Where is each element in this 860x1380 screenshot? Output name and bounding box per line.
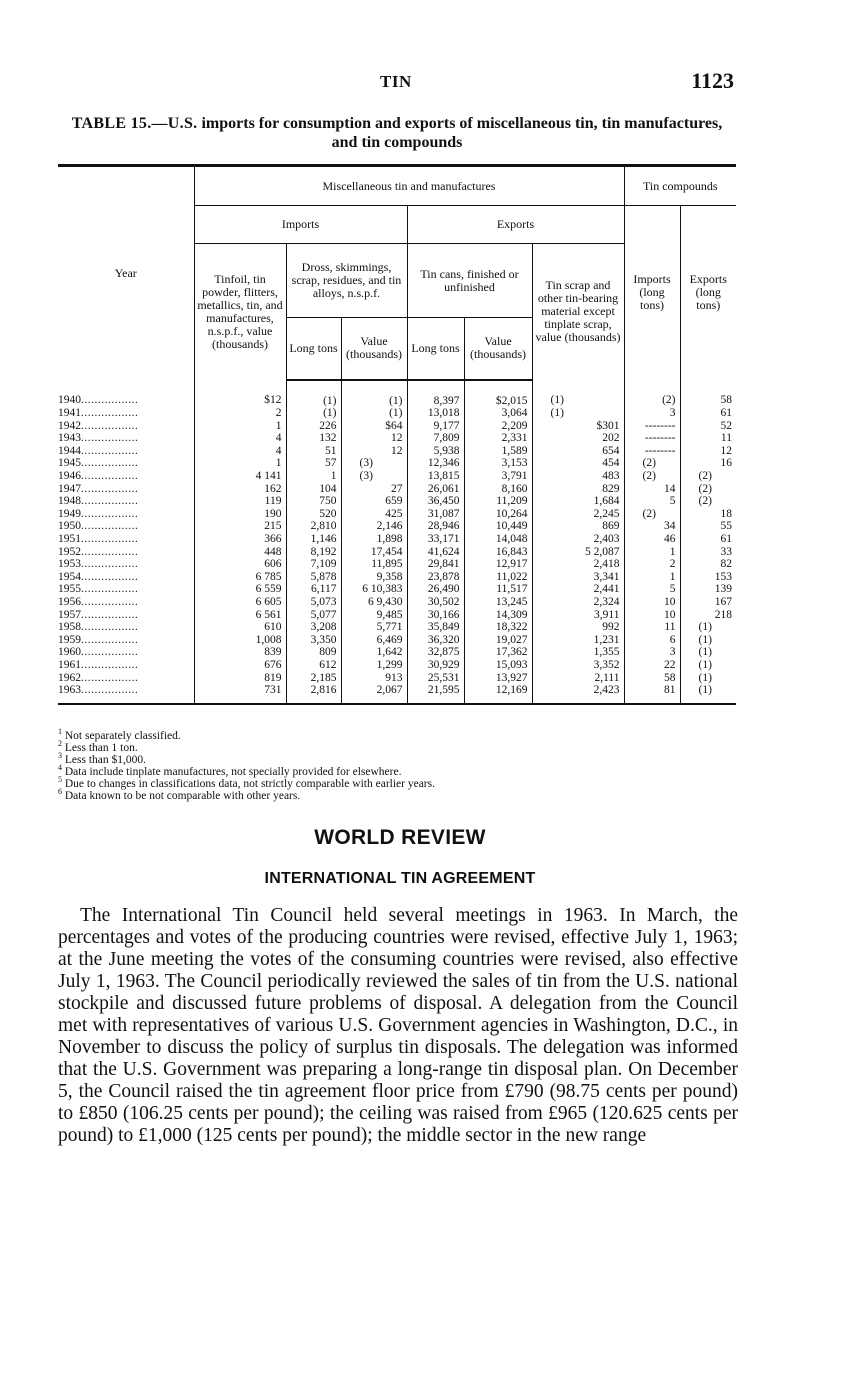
year-cell: 1950 [58, 520, 81, 533]
footnotes [58, 727, 435, 802]
cans-value-cell: 3,064 [464, 407, 532, 420]
table-row: 1957................. 6 561 5,077 9,485 30,166 14,309 3,911 10 218 [58, 609, 736, 622]
table-row: 1947................. 162 104 27 26,061 8,160 829 14 (2) [58, 483, 736, 496]
cans-tons-cell: 32,875 [407, 646, 464, 659]
comp-exports-cell: 12 [680, 445, 736, 458]
dross-tons-cell: 809 [286, 646, 341, 659]
year-cell: 1954 [58, 570, 81, 583]
year-cell: 1949 [58, 507, 81, 520]
table-caption-text: imports for consumption and exports of miscellaneous tin, tin manufactures, and tin compounds [201, 115, 723, 151]
header-dross: Dross, skimmings, scrap, residues, and tin alloys, n.s.p.f. [286, 244, 407, 318]
dross-tons-cell: 51 [286, 445, 341, 458]
cans-tons-cell: 9,177 [407, 420, 464, 433]
tinfoil-cell: 676 [194, 659, 286, 672]
cans-value-cell: 3,153 [464, 457, 532, 470]
footnote-text: Data include tinplate manufactures, not specially provided for elsewhere. [64, 766, 402, 778]
scrap-value-cell: 1,355 [532, 646, 624, 659]
year-cell: 1948 [58, 495, 81, 508]
comp-imports-cell: 14 [624, 483, 680, 496]
dross-tons-cell: 6,117 [286, 583, 341, 596]
dross-value-cell: 6 10,383 [341, 583, 407, 596]
comp-exports-cell: 52 [680, 420, 736, 433]
tinfoil-cell: 366 [194, 533, 286, 546]
scrap-value-cell: 3,341 [532, 571, 624, 584]
comp-exports-cell: 16 [680, 457, 736, 470]
comp-imports-cell: 2 [624, 558, 680, 571]
table-row: 1943................. 4 132 12 7,809 2,331 202 -------- 11 [58, 432, 736, 445]
year-cell: 1943 [58, 432, 81, 445]
dross-value-cell: 1,898 [341, 533, 407, 546]
year-cell: 1944 [58, 444, 81, 457]
dross-value-cell: 6 9,430 [341, 596, 407, 609]
dross-value-cell: 17,454 [341, 546, 407, 559]
table-row: 1962................. 819 2,185 913 25,531 13,927 2,111 58 (1) [58, 672, 736, 685]
tinfoil-cell: 190 [194, 508, 286, 521]
comp-imports-cell: 1 [624, 546, 680, 559]
cans-tons-cell: 21,595 [407, 684, 464, 704]
comp-exports-cell: 11 [680, 432, 736, 445]
header-exports-group: Exports [407, 206, 624, 244]
dross-tons-cell: 2,816 [286, 684, 341, 704]
scrap-value-cell: 869 [532, 520, 624, 533]
dross-value-cell: 6,469 [341, 634, 407, 647]
footnote-mark: 3 [58, 751, 62, 761]
dross-tons-cell: (1) [286, 407, 341, 420]
dross-tons-cell: 226 [286, 420, 341, 433]
cans-value-cell: 19,027 [464, 634, 532, 647]
table-row: 1942................. 1 226 $64 9,177 2,209 $301 -------- 52 [58, 420, 736, 433]
cans-value-cell: 12,917 [464, 558, 532, 571]
cans-tons-cell: 13,018 [407, 407, 464, 420]
header-dross-long-tons: Long tons [286, 318, 341, 380]
comp-imports-cell: (2) [624, 508, 680, 521]
footnote-text: Data known to be not comparable with other years. [64, 790, 301, 802]
dross-value-cell: 425 [341, 508, 407, 521]
page-number: 1123 [691, 68, 734, 93]
tinfoil-cell: 819 [194, 672, 286, 685]
sub-heading: INTERNATIONAL TIN AGREEMENT [264, 870, 536, 887]
year-cell: 1952 [58, 545, 81, 558]
footnote [58, 787, 435, 802]
cans-value-cell: 14,048 [464, 533, 532, 546]
dross-tons-cell: 2,810 [286, 520, 341, 533]
dross-tons-cell: 8,192 [286, 546, 341, 559]
year-cell: 1961 [58, 658, 81, 671]
header-compounds-imports: Imports (long tons) [624, 206, 680, 380]
table-row: 1940................. $12 (1) (1) 8,397 $2,015 (1) (2) 58 [58, 380, 736, 408]
dross-value-cell: 12 [341, 445, 407, 458]
dross-tons-cell: 1,146 [286, 533, 341, 546]
tinfoil-cell: 4 [194, 445, 286, 458]
comp-imports-cell: 10 [624, 609, 680, 622]
comp-exports-cell: 58 [680, 380, 736, 408]
footnote-mark: 2 [58, 739, 62, 749]
cans-value-cell: 10,449 [464, 520, 532, 533]
dross-tons-cell: (1) [286, 380, 341, 408]
cans-tons-cell: 12,346 [407, 457, 464, 470]
footnote-mark: 4 [58, 763, 62, 773]
year-cell: 1962 [58, 671, 81, 684]
tinfoil-cell: 1,008 [194, 634, 286, 647]
table-row: 1958................. 610 3,208 5,771 35,849 18,322 992 11 (1) [58, 621, 736, 634]
dross-tons-cell: 5,077 [286, 609, 341, 622]
running-head [0, 68, 860, 92]
cans-tons-cell: 5,938 [407, 445, 464, 458]
dross-tons-cell: 750 [286, 495, 341, 508]
cans-tons-cell: 36,320 [407, 634, 464, 647]
comp-imports-cell: 3 [624, 646, 680, 659]
footnote-text: Less than 1 ton. [64, 742, 138, 754]
year-cell: 1941 [58, 407, 81, 420]
scrap-value-cell: 2,423 [532, 684, 624, 704]
tinfoil-cell: 448 [194, 546, 286, 559]
tinfoil-cell: 6 561 [194, 609, 286, 622]
table-row: 1950................. 215 2,810 2,146 28,946 10,449 869 34 55 [58, 520, 736, 533]
year-cell: 1957 [58, 608, 81, 621]
dross-tons-cell: 57 [286, 457, 341, 470]
table-row: 1945................. 1 57 (3) 12,346 3,153 454 (2) 16 [58, 457, 736, 470]
dross-value-cell: 9,358 [341, 571, 407, 584]
cans-value-cell: 11,022 [464, 571, 532, 584]
cans-tons-cell: 30,166 [407, 609, 464, 622]
dross-tons-cell: 2,185 [286, 672, 341, 685]
table-row: 1961................. 676 612 1,299 30,929 15,093 3,352 22 (1) [58, 659, 736, 672]
tinfoil-cell: 1 [194, 457, 286, 470]
header-tin-cans: Tin cans, finished or unfinished [407, 244, 532, 318]
comp-exports-cell: (1) [680, 684, 736, 704]
year-cell: 1953 [58, 558, 81, 571]
header-imports-group: Imports [194, 206, 407, 244]
cans-value-cell: 1,589 [464, 445, 532, 458]
scrap-value-cell: 2,403 [532, 533, 624, 546]
tinfoil-cell: 731 [194, 684, 286, 704]
tinfoil-cell: 6 785 [194, 571, 286, 584]
footnote [58, 751, 435, 766]
comp-exports-cell: (1) [680, 646, 736, 659]
header-dross-value: Value (thousands) [341, 318, 407, 380]
comp-imports-cell: 81 [624, 684, 680, 704]
year-cell: 1956 [58, 596, 81, 608]
year-cell: 1960 [58, 646, 81, 659]
dross-value-cell: 9,485 [341, 609, 407, 622]
tinfoil-cell: 1 [194, 420, 286, 433]
comp-imports-cell: 22 [624, 659, 680, 672]
cans-value-cell: 13,245 [464, 596, 532, 609]
scrap-value-cell: 829 [532, 483, 624, 496]
dross-tons-cell: 3,208 [286, 621, 341, 634]
cans-tons-cell: 26,490 [407, 583, 464, 596]
dross-value-cell: 12 [341, 432, 407, 445]
dross-value-cell: (3) [341, 470, 407, 483]
cans-value-cell: 11,209 [464, 495, 532, 508]
scrap-value-cell: 483 [532, 470, 624, 483]
scrap-value-cell: 992 [532, 621, 624, 634]
dross-value-cell: (1) [341, 407, 407, 420]
comp-exports-cell: 153 [680, 571, 736, 584]
dross-value-cell: 11,895 [341, 558, 407, 571]
year-cell: 1946 [58, 470, 81, 483]
comp-imports-cell: 6 [624, 634, 680, 647]
scrap-value-cell: 454 [532, 457, 624, 470]
scrap-value-cell: 2,111 [532, 672, 624, 685]
year-cell: 1947 [58, 482, 81, 495]
scrap-value-cell: 1,684 [532, 495, 624, 508]
cans-tons-cell: 25,531 [407, 672, 464, 685]
year-cell: 1963 [58, 684, 81, 697]
comp-exports-cell: (1) [680, 659, 736, 672]
cans-tons-cell: 23,878 [407, 571, 464, 584]
tinfoil-cell: 610 [194, 621, 286, 634]
cans-value-cell: 2,209 [464, 420, 532, 433]
comp-imports-cell: 46 [624, 533, 680, 546]
tinfoil-cell: 4 [194, 432, 286, 445]
table-row: 1954................. 6 785 5,878 9,358 23,878 11,022 3,341 1 153 [58, 571, 736, 584]
comp-exports-cell: 167 [680, 596, 736, 609]
cans-tons-cell: 30,502 [407, 596, 464, 609]
dross-tons-cell: 5,073 [286, 596, 341, 609]
comp-exports-cell: 61 [680, 533, 736, 546]
header-tin-scrap: Tin scrap and other tin-bearing material except tinplate scrap, value (thousands) [532, 244, 624, 380]
scrap-value-cell: 2,324 [532, 596, 624, 609]
footnote-text: Due to changes in classifications data, not strictly comparable with earlier years. [64, 778, 435, 790]
year-cell: 1942 [58, 419, 81, 432]
dross-tons-cell: 104 [286, 483, 341, 496]
dross-value-cell: (3) [341, 457, 407, 470]
page-title: TIN [380, 72, 412, 91]
cans-tons-cell: 26,061 [407, 483, 464, 496]
footnote-mark: 5 [58, 775, 62, 785]
comp-imports-cell: 5 [624, 495, 680, 508]
comp-imports-cell: (2) [624, 457, 680, 470]
cans-value-cell: 11,517 [464, 583, 532, 596]
dross-value-cell: 2,146 [341, 520, 407, 533]
tinfoil-cell: 606 [194, 558, 286, 571]
scrap-value-cell: 2,418 [532, 558, 624, 571]
scrap-value-cell: 3,911 [532, 609, 624, 622]
table-row: 1960................. 839 809 1,642 32,875 17,362 1,355 3 (1) [58, 646, 736, 659]
tin-imports-exports-table [58, 164, 736, 705]
comp-exports-cell: 218 [680, 609, 736, 622]
comp-imports-cell: (2) [624, 470, 680, 483]
tinfoil-cell: 6 559 [194, 583, 286, 596]
tinfoil-cell: 2 [194, 407, 286, 420]
year-cell: 1945 [58, 457, 81, 470]
dross-tons-cell: 3,350 [286, 634, 341, 647]
footnote-text: Less than $1,000. [64, 754, 147, 766]
comp-imports-cell: 1 [624, 571, 680, 584]
tinfoil-cell: 162 [194, 483, 286, 496]
table-row: 1948................. 119 750 659 36,450 11,209 1,684 5 (2) [58, 495, 736, 508]
comp-exports-cell: (2) [680, 470, 736, 483]
cans-tons-cell: 29,841 [407, 558, 464, 571]
scrap-value-cell: 2,441 [532, 583, 624, 596]
dross-value-cell: 27 [341, 483, 407, 496]
footnote [58, 763, 435, 778]
comp-exports-cell: 139 [680, 583, 736, 596]
comp-imports-cell: 34 [624, 520, 680, 533]
dross-value-cell: (1) [341, 380, 407, 408]
cans-value-cell: 15,093 [464, 659, 532, 672]
dross-tons-cell: 5,878 [286, 571, 341, 584]
footnote [58, 727, 435, 742]
year-cell: 1959 [58, 633, 81, 646]
table-caption [58, 114, 736, 152]
dross-tons-cell: 132 [286, 432, 341, 445]
dross-value-cell: $64 [341, 420, 407, 433]
dross-value-cell: 2,067 [341, 684, 407, 704]
year-cell: 1955 [58, 583, 81, 596]
tinfoil-cell: 4 141 [194, 470, 286, 483]
scrap-value-cell: 2,245 [532, 508, 624, 521]
comp-imports-cell: 58 [624, 672, 680, 685]
year-cell: 1958 [58, 621, 81, 634]
comp-imports-cell: 10 [624, 596, 680, 609]
scrap-value-cell: $301 [532, 420, 624, 433]
comp-imports-cell: -------- [624, 445, 680, 458]
header-year: Year [58, 166, 194, 380]
footnote-mark: 6 [58, 787, 62, 797]
cans-value-cell: 18,322 [464, 621, 532, 634]
header-compounds-group: Tin compounds [624, 166, 736, 206]
year-cell: 1940 [58, 394, 81, 406]
comp-imports-cell: -------- [624, 420, 680, 433]
header-tinfoil: Tinfoil, tin powder, flitters, metallics, tin, and manufactures, n.s.p.f., value (thousands) [194, 244, 286, 380]
comp-exports-cell: (2) [680, 495, 736, 508]
scrap-value-cell: 3,352 [532, 659, 624, 672]
cans-value-cell: 14,309 [464, 609, 532, 622]
tinfoil-cell: $12 [194, 380, 286, 408]
scrap-value-cell: 202 [532, 432, 624, 445]
table-row: 1956................. 6 605 5,073 6 9,430 30,502 13,245 2,324 10 167 [58, 596, 736, 609]
table-row: 1944................. 4 51 12 5,938 1,589 654 -------- 12 [58, 445, 736, 458]
footnote [58, 739, 435, 754]
dross-tons-cell: 612 [286, 659, 341, 672]
comp-exports-cell: (1) [680, 621, 736, 634]
comp-imports-cell: 3 [624, 407, 680, 420]
cans-tons-cell: 30,929 [407, 659, 464, 672]
cans-value-cell: $2,015 [464, 380, 532, 408]
section-heading: WORLD REVIEW [314, 826, 486, 849]
cans-value-cell: 10,264 [464, 508, 532, 521]
cans-value-cell: 16,843 [464, 546, 532, 559]
scrap-value-cell: (1) [532, 407, 624, 420]
header-cans-value: Value (thousands) [464, 318, 532, 380]
dross-value-cell: 5,771 [341, 621, 407, 634]
cans-tons-cell: 31,087 [407, 508, 464, 521]
cans-value-cell: 3,791 [464, 470, 532, 483]
dross-value-cell: 1,299 [341, 659, 407, 672]
comp-exports-cell: (1) [680, 672, 736, 685]
dross-value-cell: 659 [341, 495, 407, 508]
table-row: 1949................. 190 520 425 31,087 10,264 2,245 (2) 18 [58, 508, 736, 521]
comp-exports-cell: 18 [680, 508, 736, 521]
scrap-value-cell: 1,231 [532, 634, 624, 647]
comp-imports-cell: 11 [624, 621, 680, 634]
scrap-value-cell: (1) [532, 380, 624, 408]
table-row: 1941................. 2 (1) (1) 13,018 3,064 (1) 3 61 [58, 407, 736, 420]
table-row: 1959................. 1,008 3,350 6,469 36,320 19,027 1,231 6 (1) [58, 634, 736, 647]
cans-value-cell: 12,169 [464, 684, 532, 704]
comp-exports-cell: 61 [680, 407, 736, 420]
comp-exports-cell: (2) [680, 483, 736, 496]
cans-value-cell: 13,927 [464, 672, 532, 685]
comp-exports-cell: 55 [680, 520, 736, 533]
tinfoil-cell: 839 [194, 646, 286, 659]
dross-value-cell: 1,642 [341, 646, 407, 659]
year-cell: 1951 [58, 533, 81, 546]
body-paragraph: The International Tin Council held several meetings in 1963. In March, the percentages and votes of the producing countries were revised, effective July 1, 1963; at the June meeting the votes of the consuming countries were revised, also effective July 1, 1963. The Council periodically reviewed the sales of tin from the U.S. national stockpile and discussed future problems of disposal. A delegation from the Council met with representatives of various U.S. Government agencies in Washington, D.C., in November to discuss the policy of surplus tin disposals. The delegation was informed that the U.S. Government was preparing a long-range tin disposal plan. On December 5, the Council raised the tin agreement floor price from £790 (98.75 cents per pound) to £850 (106.25 cents per pound); the ceiling was raised from £965 (120.625 cents per pound) to £1,000 (125 cents per pound); the middle sector in the new range [58, 905, 738, 1146]
cans-tons-cell: 36,450 [407, 495, 464, 508]
tinfoil-cell: 119 [194, 495, 286, 508]
table-row: 1963................. 731 2,816 2,067 21,595 12,169 2,423 81 (1) [58, 684, 736, 704]
comp-imports-cell: 5 [624, 583, 680, 596]
cans-tons-cell: 7,809 [407, 432, 464, 445]
cans-value-cell: 2,331 [464, 432, 532, 445]
table-row: 1951................. 366 1,146 1,898 33,171 14,048 2,403 46 61 [58, 533, 736, 546]
cans-tons-cell: 8,397 [407, 380, 464, 408]
table-row: 1953................. 606 7,109 11,895 29,841 12,917 2,418 2 82 [58, 558, 736, 571]
header-cans-long-tons: Long tons [407, 318, 464, 380]
tinfoil-cell: 215 [194, 520, 286, 533]
cans-tons-cell: 35,849 [407, 621, 464, 634]
footnote-mark: 1 [58, 727, 62, 737]
cans-value-cell: 17,362 [464, 646, 532, 659]
table-row: 1952................. 448 8,192 17,454 41,624 16,843 5 2,087 1 33 [58, 546, 736, 559]
cans-tons-cell: 41,624 [407, 546, 464, 559]
comp-exports-cell: (1) [680, 634, 736, 647]
cans-tons-cell: 33,171 [407, 533, 464, 546]
comp-exports-cell: 82 [680, 558, 736, 571]
footnote [58, 775, 435, 790]
scrap-value-cell: 654 [532, 445, 624, 458]
comp-imports-cell: -------- [624, 432, 680, 445]
comp-imports-cell: (2) [624, 380, 680, 408]
dross-tons-cell: 1 [286, 470, 341, 483]
header-misc-group: Miscellaneous tin and manufactures [194, 166, 624, 206]
footnote-text: Not separately classified. [64, 730, 181, 742]
table-caption-label: TABLE 15.—U.S. [71, 115, 198, 132]
scrap-value-cell: 5 2,087 [532, 546, 624, 559]
dross-tons-cell: 520 [286, 508, 341, 521]
header-compounds-exports: Exports (long tons) [680, 206, 736, 380]
cans-value-cell: 8,160 [464, 483, 532, 496]
table-row: 1955................. 6 559 6,117 6 10,383 26,490 11,517 2,441 5 139 [58, 583, 736, 596]
table-row: 1946................. 4 141 1 (3) 13,815 3,791 483 (2) (2) [58, 470, 736, 483]
dross-value-cell: 913 [341, 672, 407, 685]
dross-tons-cell: 7,109 [286, 558, 341, 571]
comp-exports-cell: 33 [680, 546, 736, 559]
tinfoil-cell: 6 605 [194, 596, 286, 609]
cans-tons-cell: 13,815 [407, 470, 464, 483]
cans-tons-cell: 28,946 [407, 520, 464, 533]
